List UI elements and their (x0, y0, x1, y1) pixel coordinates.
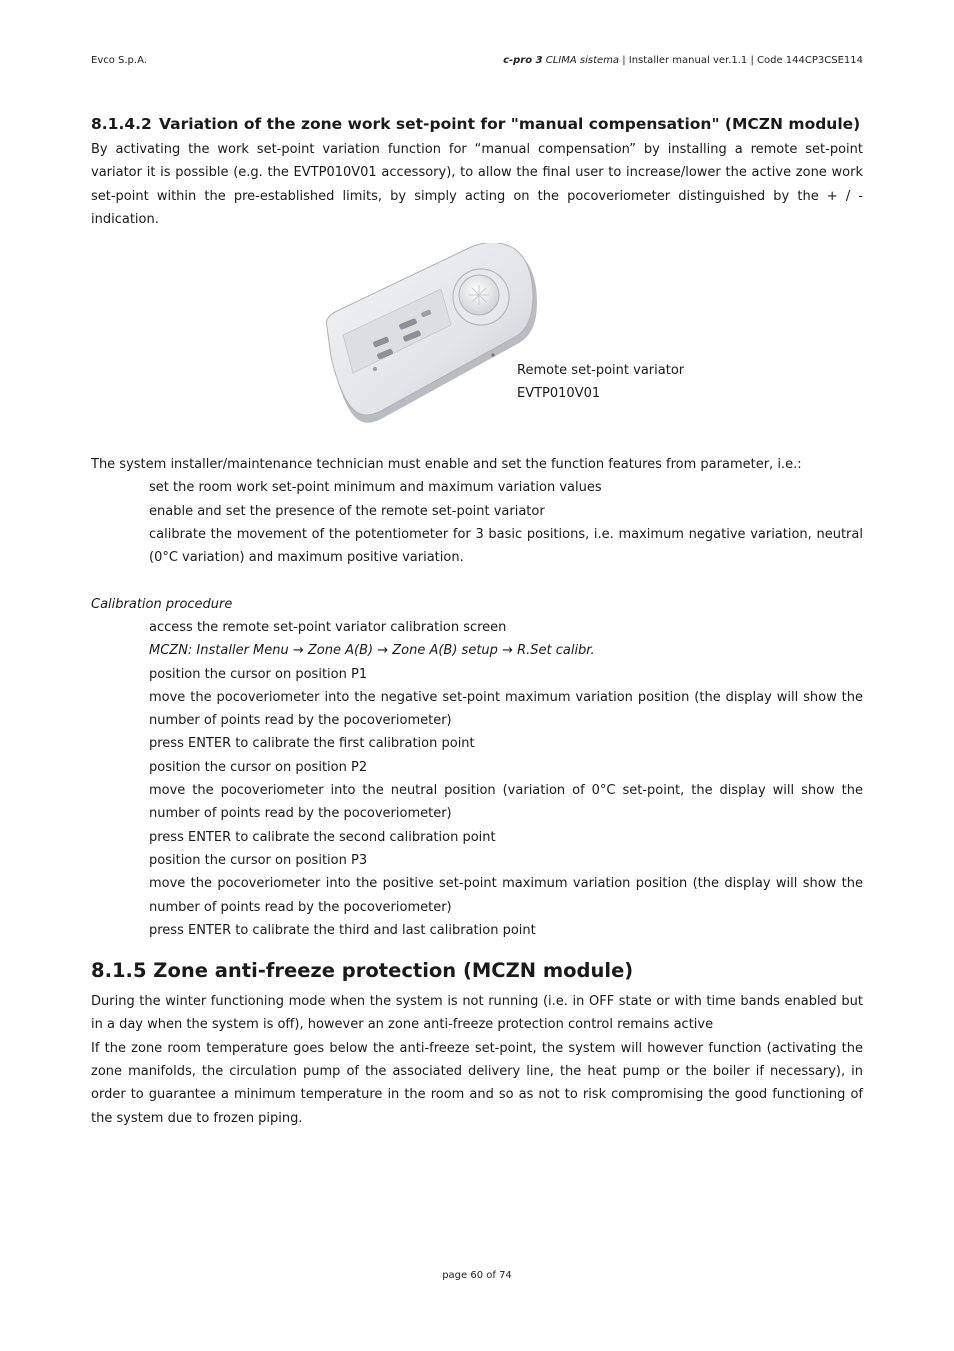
header-product-italic: CLIMA sistema (545, 55, 620, 66)
caption-line-2: EVTP010V01 (517, 386, 601, 402)
antifreeze-paragraph-2: If the zone room temperature goes below the anti-freeze set-point, the system will however function (activating the zone manifolds, the circulation pump of the associated delivery line, the heat pump or the boiler if necessary), in order to guarantee a minimum temperature in the room and so as not to risk compromising the good functioning of the system due to frozen piping. (91, 1040, 863, 1126)
installer-item: set the room work set-point minimum and maximum variation values (149, 480, 602, 496)
device-figure (91, 231, 863, 453)
intro-paragraph: By activating the work set-point variation function for “manual compensation” by installing a remote set-point variator it is possible (e.g. the EVTP010V01 accessory), to allow the final user to increase/lower the active zone work set-point within the pre-established limits, by simply acting on the pocoveriometer distinguished by the + / - indication. (91, 142, 863, 227)
remote-set-point-variator-image (323, 243, 543, 428)
calibration-step: press ENTER to calibrate the third and last calibration point (149, 922, 536, 938)
installer-item: calibrate the movement of the potentiometer for 3 basic positions, i.e. maximum negative variation, neutral (0°C variation) and maximum positive variation. (149, 527, 863, 566)
header-manual-info (503, 55, 863, 66)
section-8-1-4-2-heading (91, 110, 863, 138)
header-product-bold: c-pro 3 (503, 55, 543, 66)
section-number: 8.1.4.2 (91, 115, 152, 133)
header-code: | Installer manual ver.1.1 | Code 144CP3CSE114 (622, 55, 863, 66)
figure-caption (517, 359, 684, 406)
calibration-step: move the pocoveriometer into the positive set-point maximum variation position (the display will show the number of points read by the pocoveriometer) (149, 876, 863, 915)
calibration-menu-path: MCZN: Installer Menu → Zone A(B) → Zone A(B) setup → R.Set calibr. (149, 643, 595, 659)
calibration-title: Calibration procedure (91, 596, 233, 612)
caption-line-1: Remote set-point variator (517, 363, 685, 379)
calibration-step: move the pocoveriometer into the negative set-point maximum variation position (the display will show the number of points read by the pocoveriometer) (149, 689, 863, 729)
calibration-step: press ENTER to calibrate the first calibration point (149, 736, 475, 752)
page-content (91, 110, 863, 1130)
installer-item: enable and set the presence of the remote set-point variator (149, 503, 545, 519)
calibration-step: position the cursor on position P1 (149, 666, 368, 682)
section-title: Variation of the zone work set-point for "manual compensation" (MCZN module) (159, 115, 861, 133)
calibration-step: access the remote set-point variator calibration screen (149, 619, 507, 635)
page-number: page 60 of 74 (442, 1270, 512, 1281)
calibration-step: press ENTER to calibrate the second calibration point (149, 829, 496, 845)
antifreeze-paragraph-1: During the winter functioning mode when the system is not running (i.e. in OFF state or with time bands enabled but in a day when the system is off), however an zone anti-freeze protection control remains active (91, 994, 863, 1033)
calibration-step: move the pocoveriometer into the neutral position (variation of 0°C set-point, the display will show the number of points read by the pocoveriometer) (149, 783, 863, 822)
installer-paragraph: The system installer/maintenance technician must enable and set the function features from parameter, i.e.: (91, 457, 802, 473)
calibration-step: position the cursor on position P2 (149, 759, 368, 775)
section-8-1-5-heading: 8.1.5 Zone anti-freeze protection (MCZN module) (91, 959, 634, 983)
calibration-step: position the cursor on position P3 (149, 852, 368, 868)
header-company: Evco S.p.A. (91, 55, 147, 66)
